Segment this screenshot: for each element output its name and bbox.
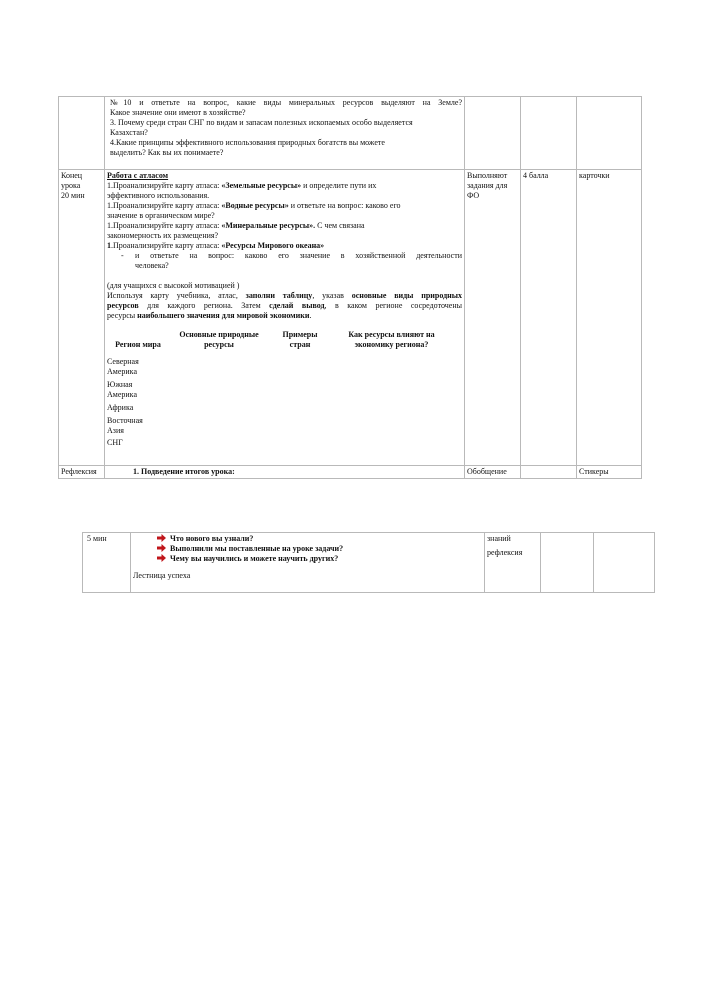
activity-label: задания для xyxy=(467,181,508,190)
column-header: Основные природные ресурсы xyxy=(179,330,259,349)
lesson-plan-table xyxy=(58,96,642,479)
task-line: 1.Проанализируйте карту атласа: «Минеральные ресурсы». С чем связана xyxy=(107,221,365,230)
summary-item: 1. Подведение итогов урока: xyxy=(133,467,235,476)
stage-cell xyxy=(59,466,105,479)
column-header: Примеры стран xyxy=(282,330,318,349)
content-cell xyxy=(131,533,485,593)
task-line: закономерность их размещения? xyxy=(107,231,219,240)
task-line: значение в органическом мире? xyxy=(107,211,215,220)
region-item: Восточная Азия xyxy=(107,416,143,435)
table-row xyxy=(59,466,642,479)
stage-cell xyxy=(59,97,105,170)
activity-label: рефлексия xyxy=(487,548,523,557)
task-line: 1.Проанализируйте карту атласа: «Водные ресурсы» и ответьте на вопрос: каково его xyxy=(107,201,401,210)
activity-cell xyxy=(465,466,521,479)
table-row xyxy=(59,170,642,466)
activity-label: Обобщение xyxy=(467,467,507,476)
ladder-label: Лестница успеха xyxy=(133,571,191,580)
activity-cell xyxy=(465,170,521,466)
reflection-table xyxy=(82,532,655,593)
content-cell xyxy=(105,466,465,479)
question-line: Какое значение они имеют в хозяйстве? xyxy=(110,108,246,117)
score-cell xyxy=(521,466,577,479)
question-line: 4.Какие принципы эффективного использования природных богатств вы можете xyxy=(110,138,385,147)
task-line: человека? xyxy=(135,261,169,270)
resource-label: Стикеры xyxy=(579,467,609,476)
stage-label: урока xyxy=(61,181,81,190)
section-heading: Работа с атласом xyxy=(107,171,169,180)
arrow-right-icon xyxy=(157,534,166,542)
column-header: Регион мира xyxy=(115,340,161,349)
resource-cell xyxy=(577,97,642,170)
instruction-line: ресурсы наибольшего значения для мировой экономики. xyxy=(107,311,312,320)
task-line: 1.Проанализируйте карту атласа: «Ресурсы Мирового океана» xyxy=(107,241,325,250)
content-cell xyxy=(105,97,465,170)
motivation-note: (для учащихся с высокой мотивацией ) xyxy=(107,281,240,290)
question-line: №10 и ответьте на вопрос, какие виды минеральных ресурсов выделяют на Земле? xyxy=(110,98,462,107)
stage-label: 20 мин xyxy=(61,191,85,200)
score-cell xyxy=(521,97,577,170)
stage-label: 5 мин xyxy=(87,534,107,543)
arrow-right-icon xyxy=(157,544,166,552)
stage-label: Рефлексия xyxy=(61,467,97,476)
task-line: - и ответьте на вопрос: каково его значение в хозяйственной деятельности xyxy=(121,251,462,260)
region-item: Африка xyxy=(107,403,134,412)
regions-body-row xyxy=(107,350,452,448)
region-item: Южная Америка xyxy=(107,380,137,399)
activity-label: ФО xyxy=(467,191,480,200)
resource-cell xyxy=(577,170,642,466)
task-line: 1.Проанализируйте карту атласа: «Земельные ресурсы» и определите пути их xyxy=(107,181,377,190)
score-cell xyxy=(541,533,594,593)
region-item: Северная Америка xyxy=(107,357,139,376)
resource-cell xyxy=(594,533,655,593)
column-header: Как ресурсы влияют на экономику региона? xyxy=(348,330,435,349)
resource-label: карточки xyxy=(579,171,610,180)
score-cell xyxy=(521,170,577,466)
table-row xyxy=(83,533,655,593)
reflection-question: Выполнили мы поставленные на уроке задачи? xyxy=(133,544,482,554)
question-line: выделить? Как вы их понимаете? xyxy=(110,148,224,157)
content-cell xyxy=(105,170,465,466)
region-list xyxy=(107,350,169,448)
activity-cell xyxy=(485,533,541,593)
instruction-line: Используя карту учебника, атлас, заполни таблицу, указав основные виды природных xyxy=(107,291,463,300)
instruction-line: ресурсов для каждого региона. Затем сделай вывод, в каком регионе сосредоточены xyxy=(107,301,462,310)
reflection-question: Чему вы научились и можете научить других? xyxy=(133,554,482,564)
resource-cell xyxy=(577,466,642,479)
regions-header-row xyxy=(107,330,452,350)
activity-cell xyxy=(465,97,521,170)
question-line: 3. Почему среди стран СНГ по видам и запасам полезных ископаемых особо выделяется xyxy=(110,118,413,127)
stage-cell xyxy=(59,170,105,466)
score-label: 4 балла xyxy=(523,171,549,180)
reflection-question: Что нового вы узнали? xyxy=(133,534,482,544)
arrow-right-icon xyxy=(157,554,166,562)
regions-table xyxy=(107,330,452,448)
region-item: СНГ xyxy=(107,438,123,447)
table-row xyxy=(59,97,642,170)
activity-label: Выполняют xyxy=(467,171,508,180)
stage-cell xyxy=(83,533,131,593)
activity-label: знаний xyxy=(487,534,511,543)
task-line: эффективного использования. xyxy=(107,191,210,200)
stage-label: Конец xyxy=(61,171,83,180)
question-line: Казахстан? xyxy=(110,128,148,137)
